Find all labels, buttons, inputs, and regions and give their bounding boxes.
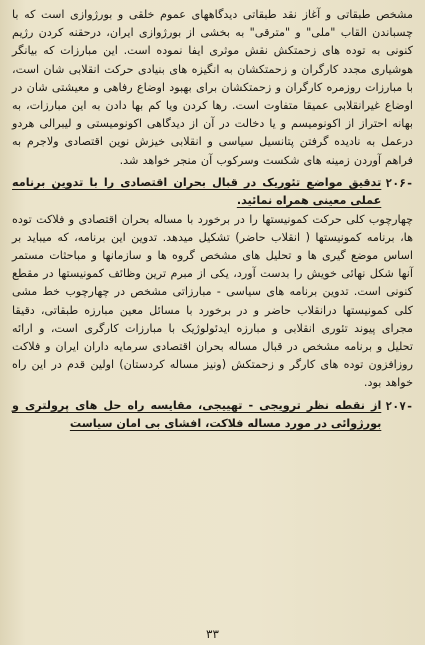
section-206-heading (12, 174, 413, 211)
section-206-title (12, 174, 381, 211)
section-207-heading (12, 397, 413, 434)
section-206-body: چهارچوب کلی حرکت کمونیستها را در برخورد با مساله بحران اقتصادی و فلاکت توده ها، برنامه کمونیستها ( انقلاب حاضر) تشکیل میدهد. تدوین این برنامه، که میباید بر اساس موضع گیری ها و تحلیل های مشخص گروه ها و سازمانها و مباحثات مستمر آنها شکل نهائی خویش را بدست آورد، یکی از مبرم ترین وظائف کمونیستها در مقطع کنونی است. تدوین برنامه های سیاسی - مبارزاتی مشخص در چهارچوب خط مشی کلی کمونیستها درانقلاب حاضر و در برخورد با مسائل معین مبارزه طبقاتی، دقیقا مجرای پیوند تئوری انقلابی و مبارزه ایدئولوژیک با مبارزات کارگری است، و ارائه تحلیل و برنامه مشخص در قبال مساله بحران اقتصادی سرمایه داران ایران و فلاکت روزافزون توده های کارگر و زحمتکش (ونیز مساله کردستان) اولین قدم در این راه خواهد بود. (12, 212, 413, 390)
section-207-title-text: از نقطه نظر ترویجی - تهییجی، مقایسه راه حل های پرولتری و بورژوائی در مورد مساله فلاکت، افشای بی امان سیاست (12, 398, 382, 431)
section-207-number: ۲۰۷- (385, 398, 413, 413)
section-206-number: ۲۰۶- (385, 175, 413, 190)
section-206-title-text: تدقیق مواضع تئوریک در قبال بحران اقتصادی را با تدوین برنامه عملی معینی همراه نمائید. (12, 175, 382, 208)
intro-paragraph: مشخص طبقاتی و آغاز نقد طبقاتی دیدگاههای عموم خلقی و بورژوازی است که با چسباندن القاب "ملی" و "مترقی" به بخشی از بورژوازی ایران، درحقنه کردن رژیم کنونی به توده های زحمتکش نقش موثری ایفا نموده است. این مبارزات که بیانگر هوشیاری مجدد کارگران و زحمتکشان به انگیزه های بنیادی حرکت انقلابی شان است، با مبارزات روزمره کارگران و زحمتکشان برای بهبود اوضاع رفاهی و معیشتی شان در اوضاع غیرانقلابی عمیقا متفاوت است. رها کردن ویا کم بها دادن به این مبارزات، به بهانه احتراز از اکونومیسم و یا دخالت در آن از دیدگاهی اکونومیستی و لیبرالی هردو درعمل به نادیده گرفتن پتانسیل سیاسی و انقلابی خیزش نوین اقتصادی ولاجرم به فراهم آوردن زمینه های شکست وسرکوب آن منجر خواهد شد. (12, 8, 413, 167)
page-number: ۳۳ (206, 627, 219, 641)
section-207-title (12, 397, 381, 434)
